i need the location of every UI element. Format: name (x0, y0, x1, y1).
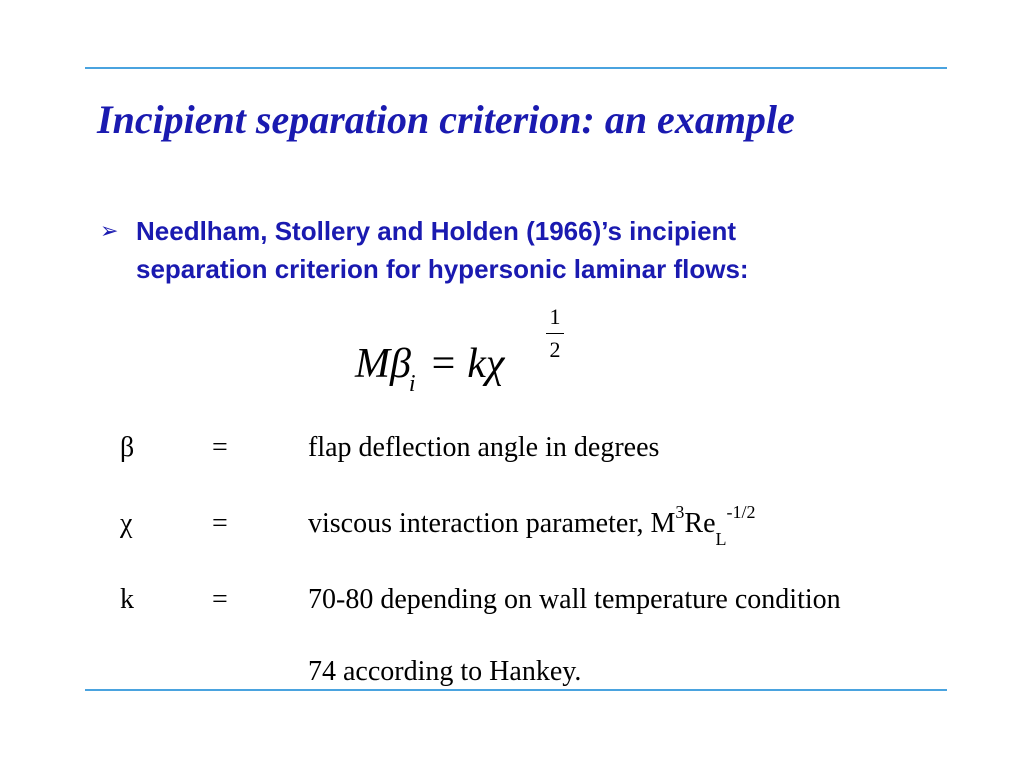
eq-lhs-beta: β (390, 341, 411, 387)
definition-symbol: k (120, 584, 134, 615)
exponent-numerator: 1 (549, 304, 561, 329)
definition-equals: = (212, 432, 228, 463)
exponent-denominator: 2 (549, 337, 561, 362)
separation-equation (355, 305, 575, 405)
eq-equals: = (431, 341, 456, 387)
slide-title: Incipient separation criterion: an example (97, 97, 795, 142)
definition-equals: = (212, 584, 228, 615)
definition-symbol: χ (120, 508, 133, 539)
description-prefix: viscous interaction parameter, M (308, 508, 676, 539)
eq-lhs-subscript: i (408, 371, 416, 397)
bullet-line-1: Needlham, Stollery and Holden (1966)’s incipient (136, 216, 737, 246)
description-re: Re (684, 508, 716, 539)
eq-rhs: kχ (467, 341, 505, 387)
superscript-exponent: -1/2 (726, 502, 756, 522)
definition-description (308, 501, 756, 549)
subscript-l: L (715, 528, 727, 549)
definition-row-k (120, 582, 940, 622)
fraction-bar (546, 333, 564, 334)
top-divider (85, 67, 947, 69)
definition-equals: = (212, 508, 228, 539)
definition-description: 70-80 depending on wall temperature condition (308, 584, 841, 615)
definition-row-chi (120, 501, 940, 549)
definition-description: flap deflection angle in degrees (308, 432, 660, 463)
superscript-3: 3 (675, 501, 685, 522)
definition-row-beta (120, 430, 940, 470)
definition-description: 74 according to Hankey. (308, 656, 582, 687)
arrow-bullet-icon: ➢ (100, 219, 119, 244)
equation-main (355, 339, 504, 395)
bullet-text (136, 212, 916, 288)
definition-row-hankey (120, 654, 940, 694)
equation-exponent (543, 305, 567, 362)
bottom-divider (85, 689, 947, 691)
eq-lhs-m: M (355, 341, 390, 387)
bullet-line-2: separation criterion for hypersonic laminar flows: (136, 254, 749, 284)
definition-symbol: β (120, 432, 135, 463)
